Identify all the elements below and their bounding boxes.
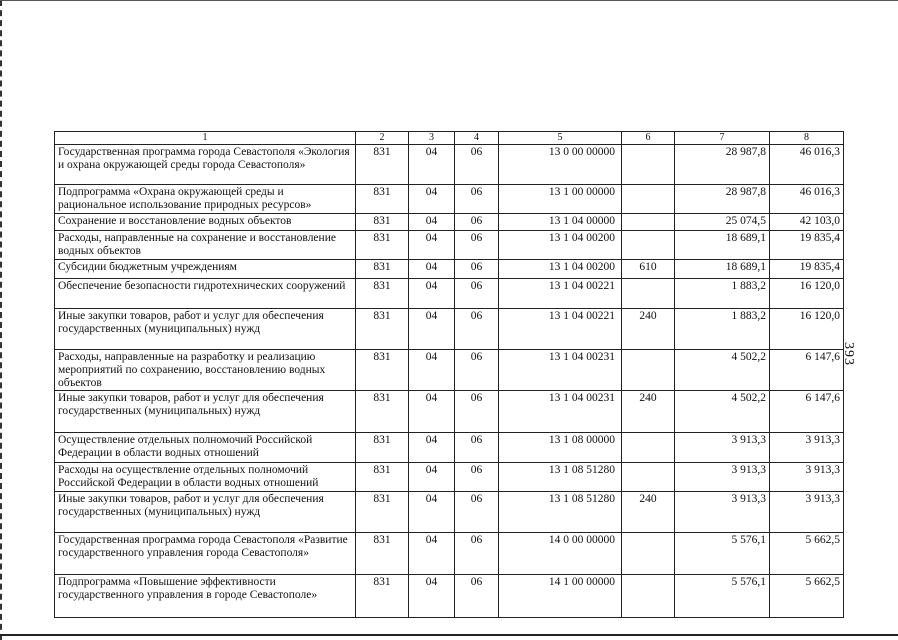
- row-section-cell: 04: [409, 185, 455, 214]
- row-expense-type-cell: 240: [622, 391, 675, 433]
- row-grbs-cell: 831: [356, 492, 409, 533]
- table-row: [55, 575, 844, 618]
- header-cell: 3: [409, 132, 455, 145]
- header-cell: 4: [455, 132, 499, 145]
- table-row: [55, 185, 844, 214]
- row-expense-type-cell: [622, 575, 675, 618]
- header-cell: 8: [770, 132, 844, 145]
- row-amount-1-cell: 3 913,3: [675, 463, 770, 492]
- row-amount-1-cell: 3 913,3: [675, 492, 770, 533]
- table-row: [55, 463, 844, 492]
- table-row: [55, 214, 844, 231]
- row-grbs-cell: 831: [356, 309, 409, 350]
- row-grbs-cell: 831: [356, 231, 409, 260]
- row-name-cell: Сохранение и восстановление водных объектов: [55, 214, 356, 231]
- top-edge-line: [0, 0, 898, 1]
- row-target-code-cell: 13 1 04 00200: [499, 260, 622, 279]
- row-amount-1-cell: 5 576,1: [675, 533, 770, 575]
- row-subsection-cell: 06: [455, 433, 499, 463]
- row-amount-2-cell: 16 120,0: [770, 309, 844, 350]
- row-grbs-cell: 831: [356, 260, 409, 279]
- row-amount-1-cell: 28 987,8: [675, 185, 770, 214]
- row-name-cell: Государственная программа города Севастополя «Экология и охрана окружающей среды города Севастополя»: [55, 145, 356, 185]
- row-amount-1-cell: 4 502,2: [675, 391, 770, 433]
- left-margin-dashed-border: [0, 0, 2, 640]
- row-name-cell: Государственная программа города Севастополя «Развитие государственного управления города Севастополя»: [55, 533, 356, 575]
- row-amount-2-cell: 6 147,6: [770, 391, 844, 433]
- row-amount-2-cell: 5 662,5: [770, 575, 844, 618]
- row-section-cell: 04: [409, 309, 455, 350]
- row-amount-1-cell: 3 913,3: [675, 433, 770, 463]
- row-subsection-cell: 06: [455, 533, 499, 575]
- row-subsection-cell: 06: [455, 231, 499, 260]
- row-amount-2-cell: 19 835,4: [770, 231, 844, 260]
- budget-table: [54, 131, 844, 618]
- row-amount-2-cell: 3 913,3: [770, 463, 844, 492]
- row-grbs-cell: 831: [356, 214, 409, 231]
- row-subsection-cell: 06: [455, 214, 499, 231]
- row-target-code-cell: 13 1 04 00231: [499, 350, 622, 391]
- table-row: [55, 309, 844, 350]
- row-subsection-cell: 06: [455, 575, 499, 618]
- row-subsection-cell: 06: [455, 350, 499, 391]
- header-cell: 7: [675, 132, 770, 145]
- row-section-cell: 04: [409, 433, 455, 463]
- row-amount-2-cell: 3 913,3: [770, 433, 844, 463]
- row-target-code-cell: 14 0 00 00000: [499, 533, 622, 575]
- row-subsection-cell: 06: [455, 185, 499, 214]
- table-row: [55, 533, 844, 575]
- row-section-cell: 04: [409, 260, 455, 279]
- row-grbs-cell: 831: [356, 463, 409, 492]
- row-target-code-cell: 13 1 04 00231: [499, 391, 622, 433]
- row-section-cell: 04: [409, 533, 455, 575]
- row-grbs-cell: 831: [356, 391, 409, 433]
- table-row: [55, 391, 844, 433]
- row-expense-type-cell: [622, 350, 675, 391]
- row-expense-type-cell: 240: [622, 492, 675, 533]
- row-target-code-cell: 14 1 00 00000: [499, 575, 622, 618]
- row-section-cell: 04: [409, 145, 455, 185]
- row-amount-1-cell: 4 502,2: [675, 350, 770, 391]
- row-amount-2-cell: 6 147,6: [770, 350, 844, 391]
- row-section-cell: 04: [409, 391, 455, 433]
- header-row: [55, 132, 844, 145]
- row-amount-2-cell: 46 016,3: [770, 185, 844, 214]
- row-subsection-cell: 06: [455, 309, 499, 350]
- row-amount-2-cell: 3 913,3: [770, 492, 844, 533]
- row-amount-1-cell: 25 074,5: [675, 214, 770, 231]
- row-amount-1-cell: 18 689,1: [675, 260, 770, 279]
- row-grbs-cell: 831: [356, 279, 409, 309]
- row-target-code-cell: 13 1 04 00200: [499, 231, 622, 260]
- row-name-cell: Осуществление отдельных полномочий Российской Федерации в области водных отношений: [55, 433, 356, 463]
- row-expense-type-cell: [622, 533, 675, 575]
- row-amount-2-cell: 46 016,3: [770, 145, 844, 185]
- row-name-cell: Иные закупки товаров, работ и услуг для обеспечения государственных (муниципальных) нужд: [55, 309, 356, 350]
- row-amount-1-cell: 5 576,1: [675, 575, 770, 618]
- row-name-cell: Расходы, направленные на сохранение и восстановление водных объектов: [55, 231, 356, 260]
- row-grbs-cell: 831: [356, 350, 409, 391]
- row-subsection-cell: 06: [455, 145, 499, 185]
- row-expense-type-cell: [622, 231, 675, 260]
- header-cell: 1: [55, 132, 356, 145]
- row-section-cell: 04: [409, 279, 455, 309]
- row-amount-2-cell: 42 103,0: [770, 214, 844, 231]
- row-name-cell: Субсидии бюджетным учреждениям: [55, 260, 356, 279]
- row-grbs-cell: 831: [356, 145, 409, 185]
- row-target-code-cell: 13 1 08 00000: [499, 433, 622, 463]
- row-section-cell: 04: [409, 463, 455, 492]
- row-expense-type-cell: [622, 185, 675, 214]
- row-target-code-cell: 13 0 00 00000: [499, 145, 622, 185]
- row-name-cell: Подпрограмма «Охрана окружающей среды и рациональное использование природных ресурсов»: [55, 185, 356, 214]
- row-name-cell: Расходы, направленные на разработку и реализацию мероприятий по сохранению, восстановлению водных объектов: [55, 350, 356, 391]
- row-expense-type-cell: [622, 433, 675, 463]
- row-expense-type-cell: [622, 279, 675, 309]
- row-expense-type-cell: 240: [622, 309, 675, 350]
- row-name-cell: Расходы на осуществление отдельных полномочий Российской Федерации в области водных отношений: [55, 463, 356, 492]
- row-expense-type-cell: [622, 463, 675, 492]
- row-grbs-cell: 831: [356, 185, 409, 214]
- table-row: [55, 350, 844, 391]
- table-row: [55, 492, 844, 533]
- page-number: 393: [841, 342, 856, 366]
- header-cell: 2: [356, 132, 409, 145]
- bottom-edge-line: [0, 634, 898, 636]
- row-expense-type-cell: 610: [622, 260, 675, 279]
- row-amount-2-cell: 19 835,4: [770, 260, 844, 279]
- table-row: [55, 279, 844, 309]
- row-amount-2-cell: 16 120,0: [770, 279, 844, 309]
- row-amount-1-cell: 18 689,1: [675, 231, 770, 260]
- row-section-cell: 04: [409, 575, 455, 618]
- row-name-cell: Обеспечение безопасности гидротехнических сооружений: [55, 279, 356, 309]
- row-name-cell: Иные закупки товаров, работ и услуг для обеспечения государственных (муниципальных) нужд: [55, 391, 356, 433]
- row-name-cell: Подпрограмма «Повышение эффективности государственного управления в городе Севастополе»: [55, 575, 356, 618]
- table-body: [55, 145, 844, 618]
- row-amount-1-cell: 28 987,8: [675, 145, 770, 185]
- row-target-code-cell: 13 1 00 00000: [499, 185, 622, 214]
- row-expense-type-cell: [622, 145, 675, 185]
- row-section-cell: 04: [409, 492, 455, 533]
- row-amount-1-cell: 1 883,2: [675, 279, 770, 309]
- row-target-code-cell: 13 1 04 00000: [499, 214, 622, 231]
- row-grbs-cell: 831: [356, 575, 409, 618]
- row-target-code-cell: 13 1 08 51280: [499, 463, 622, 492]
- row-target-code-cell: 13 1 04 00221: [499, 309, 622, 350]
- row-section-cell: 04: [409, 231, 455, 260]
- row-expense-type-cell: [622, 214, 675, 231]
- row-target-code-cell: 13 1 08 51280: [499, 492, 622, 533]
- header-cell: 5: [499, 132, 622, 145]
- row-section-cell: 04: [409, 350, 455, 391]
- row-subsection-cell: 06: [455, 463, 499, 492]
- row-target-code-cell: 13 1 04 00221: [499, 279, 622, 309]
- table-row: [55, 433, 844, 463]
- table-row: [55, 231, 844, 260]
- row-subsection-cell: 06: [455, 260, 499, 279]
- header-cell: 6: [622, 132, 675, 145]
- row-name-cell: Иные закупки товаров, работ и услуг для обеспечения государственных (муниципальных) нужд: [55, 492, 356, 533]
- table-row: [55, 145, 844, 185]
- row-grbs-cell: 831: [356, 533, 409, 575]
- row-subsection-cell: 06: [455, 391, 499, 433]
- row-amount-1-cell: 1 883,2: [675, 309, 770, 350]
- row-subsection-cell: 06: [455, 492, 499, 533]
- row-grbs-cell: 831: [356, 433, 409, 463]
- table-row: [55, 260, 844, 279]
- row-subsection-cell: 06: [455, 279, 499, 309]
- row-amount-2-cell: 5 662,5: [770, 533, 844, 575]
- row-section-cell: 04: [409, 214, 455, 231]
